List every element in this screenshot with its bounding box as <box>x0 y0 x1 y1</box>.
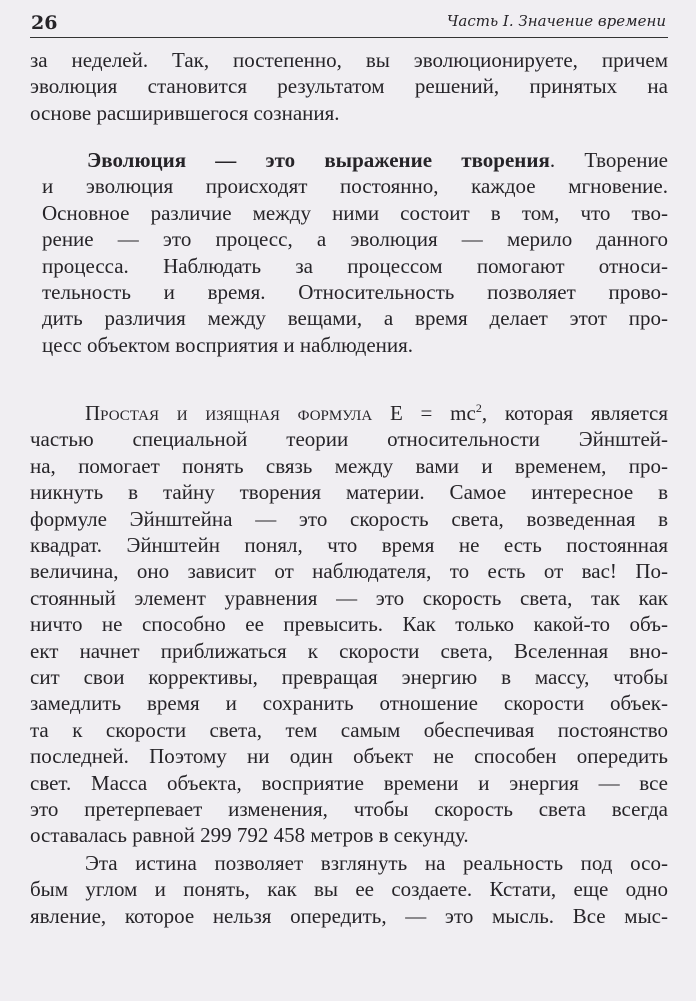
lead-rest: . Творение <box>549 148 669 172</box>
text-line: та к скорости света, тем самым обеспечивая постоянство <box>30 717 668 742</box>
text-line: это претерпевает изменения, чтобы скорость света всегда <box>30 797 668 821</box>
formula-exponent: 2 <box>475 401 482 415</box>
bold-lead: Эволюция — это выражение творения <box>87 148 550 172</box>
formula: E = mc <box>389 401 476 425</box>
text-line: сит свои коррективы, превращая энергию в массу, чтобы <box>30 665 668 689</box>
text-line: стоянный элемент уравнения — это скорость света, так как <box>30 585 668 610</box>
text-line: цесс объектом восприятия и наблюдения. <box>42 332 414 357</box>
text-line: эволюция становится результатом решений, принятых на <box>30 74 668 99</box>
text-line: ект начнет приближаться к скорости света, Вселенная вно- <box>30 638 668 663</box>
text-line <box>42 147 668 173</box>
text-line: частью специальной теории относительности Эйнштей- <box>30 427 668 452</box>
text-line: на, помогает понять связь между вами и временем, про- <box>30 453 668 478</box>
text-line: Эта истина позволяет взглянуть на реальность под осо- <box>85 851 668 875</box>
lead-rest: , которая является <box>481 401 669 425</box>
running-title: Часть I. Значение времени <box>446 12 666 30</box>
header-rule <box>30 37 668 38</box>
text-line: за неделей. Так, постепенно, вы эволюционируете, причем <box>30 48 668 72</box>
text-line: последней. Поэтому ни один объект не способен опередить <box>30 744 668 769</box>
text-line: процесса. Наблюдать за процессом помогают относи- <box>42 253 668 278</box>
text-line: бым углом и понять, как вы ее создаете. Кстати, еще одно <box>30 877 668 902</box>
text-line: тельность и время. Относительность позволяет прово- <box>42 280 668 304</box>
text-line: дить различия между вещами, а время делает этот про- <box>42 306 668 331</box>
text-line: величина, оно зависит от наблюдателя, то есть от вас! По- <box>30 559 668 584</box>
text-line: ничто не способно ее превысить. Как только какой-то объ- <box>30 612 668 637</box>
text-line <box>30 400 668 426</box>
text-line: основе расширившегося сознания. <box>30 100 340 125</box>
text-line: свет. Масса объекта, восприятие времени и энергия — все <box>30 770 668 795</box>
text-line: квадрат. Эйнштейн понял, что время не есть постоянная <box>30 533 668 557</box>
page-number: 26 <box>31 12 58 34</box>
text-line: и эволюция происходят постоянно, каждое мгновение. <box>42 174 668 199</box>
text-line: замедлить время и сохранить отношение скорости объек- <box>30 691 668 716</box>
text-line: явление, которое нельзя опередить, — это мысль. Все мыс- <box>30 903 668 928</box>
text-line: оставалась равной 299 792 458 метров в секунду. <box>30 823 469 848</box>
text-line: никнуть в тайну творения материи. Самое интересное в <box>30 480 668 505</box>
text-line: Основное различие между ними состоит в том, что тво- <box>42 200 668 225</box>
smallcaps-lead: Простая и изящная формула <box>85 401 373 425</box>
text-line: рение — это процесс, а эволюция — мерило данного <box>42 227 668 252</box>
text-line: формуле Эйнштейна — это скорость света, возведенная в <box>30 506 668 531</box>
